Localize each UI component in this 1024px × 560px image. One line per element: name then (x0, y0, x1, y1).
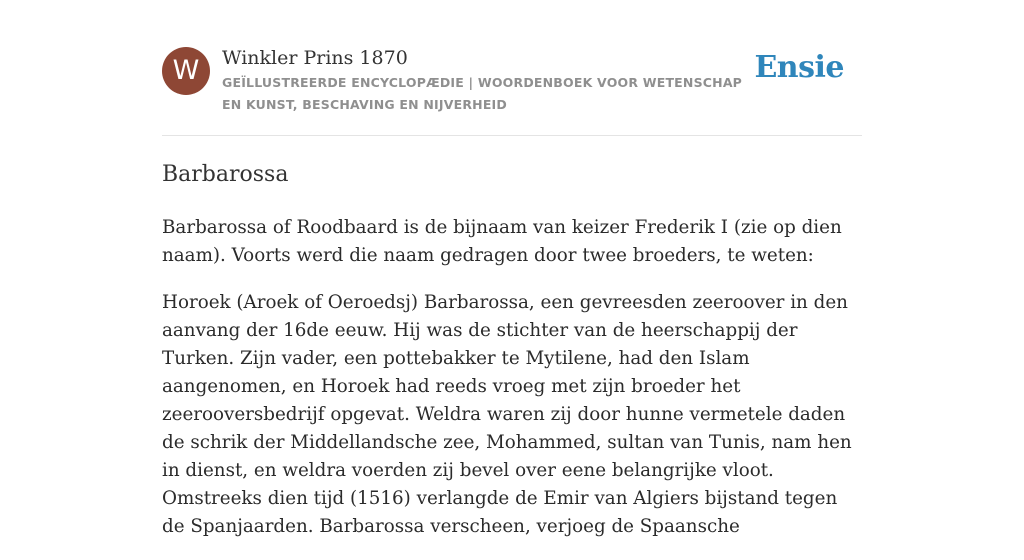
article-title: Barbarossa (162, 162, 289, 187)
source-title[interactable]: Winkler Prins 1870 (222, 47, 408, 69)
source-subtitle: GEÏLLUSTREERDE ENCYCLOPÆDIE | WOORDENBOEK VOOR WETENSCHAP EN KUNST, BESCHAVING EN NIJVERHEID (222, 75, 743, 112)
article (162, 158, 862, 560)
source-header (162, 46, 862, 136)
article-paragraph: Barbarossa of Roodbaard is de bijnaam van keizer Frederik I (zie op dien naam). Voorts werd die naam gedragen door twee broeders, te weten: (162, 217, 842, 266)
source-avatar[interactable]: W (162, 47, 210, 95)
article-paragraph: Horoek (Aroek of Oeroedsj) Barbarossa, een gevreesden zeeroover in den aanvang der 16de eeuw. Hij was de stichter van de heerschappij der Turken. Zijn vader, een pottebakker te Mytilene, had den Islam aangenomen, en Horoek had reeds vroeg met zijn broeder het zeerooversbedrijf opgevat. Weldra waren zij door hunne vermetele daden de schrik der Middellandsche zee, Mohammed, sultan van Tunis, nam hen in dienst, en weldra voerden zij bevel over eene belangrijke vloot. Omstreeks dien tijd (1516) verlangde de Emir van Algiers bijstand tegen de Spanjaarden. Barbarossa verscheen, verjoeg de Spaansche (162, 292, 852, 537)
ensie-logo[interactable]: Ensie (754, 50, 844, 85)
